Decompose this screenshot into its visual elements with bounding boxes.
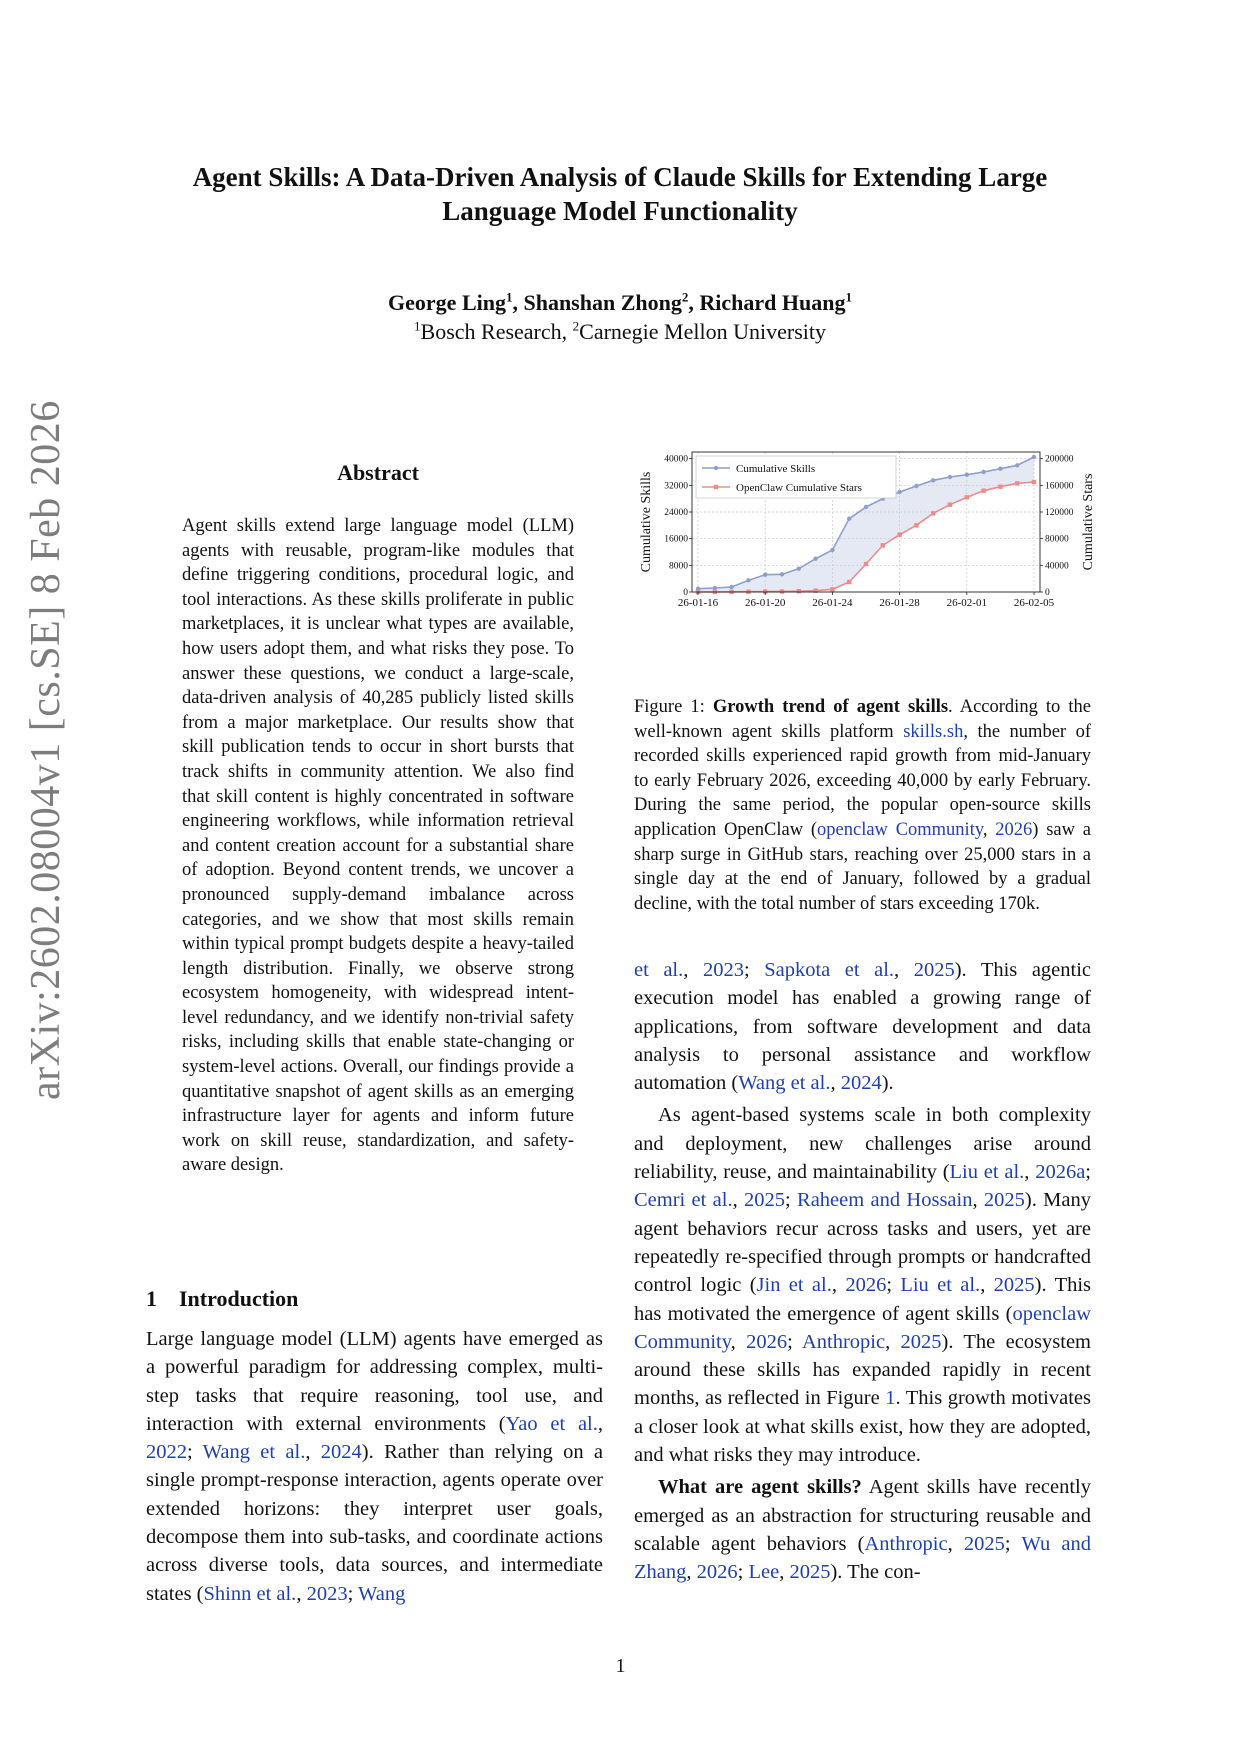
abstract-heading: Abstract bbox=[337, 460, 419, 485]
affil-name: Bosch Research bbox=[420, 319, 562, 344]
y-tick-label-left: 40000 bbox=[664, 454, 688, 465]
data-point bbox=[847, 580, 851, 584]
affil-sup: 1 bbox=[414, 318, 421, 334]
data-point bbox=[847, 516, 851, 520]
data-point bbox=[864, 505, 868, 509]
data-point bbox=[897, 532, 901, 536]
citation-link[interactable]: 2025 bbox=[963, 1532, 1005, 1555]
citation-link[interactable]: Anthropic bbox=[801, 1330, 886, 1353]
citation-link[interactable]: 2025 bbox=[744, 1189, 786, 1212]
intro-column-right bbox=[634, 956, 1091, 1587]
affil-sup: 2 bbox=[572, 318, 580, 334]
citation-link[interactable]: 2025 bbox=[789, 1561, 831, 1584]
text-run: ). This agentic execution model has enabled a growing range of applications, from software development and data analysis to personal assistance and workflow automation ( bbox=[634, 959, 1092, 1095]
text-run: ). Rather than relying on a single prompt-response interaction, agents operate over extended horizons: they interpret user goals, decompose them into sub-tasks, and coordinate actions across diverse tools, data sources, and intermediate states ( bbox=[146, 1441, 603, 1605]
citation-link[interactable]: Wang et al. bbox=[738, 1072, 831, 1095]
data-point bbox=[746, 578, 750, 582]
data-point bbox=[1015, 481, 1019, 485]
data-point bbox=[914, 484, 918, 488]
figure-1 bbox=[630, 448, 1100, 688]
data-point bbox=[998, 484, 1002, 488]
text-run: , bbox=[1024, 1161, 1036, 1184]
y-tick-label-left: 32000 bbox=[664, 481, 688, 492]
citation-link[interactable]: Wang et al. bbox=[202, 1441, 306, 1464]
intro-paragraph-1-continued bbox=[634, 956, 1091, 1097]
text-run: ). bbox=[881, 1072, 894, 1095]
text-run: ). Many agent behaviors recur across tasks and users, yet are repeatedly re-specified through prompts or handcrafted control logic ( bbox=[634, 1189, 1091, 1297]
text-run: , bbox=[779, 1561, 790, 1584]
citation-link[interactable]: openclaw Community bbox=[817, 819, 983, 840]
citation-link[interactable]: 2026 bbox=[746, 1330, 788, 1353]
intro-paragraph-2 bbox=[634, 1101, 1091, 1469]
text-run: , the number of recorded skills experienced rapid growth from mid-January to early February 2026, exceeding 40,000 by early February. During the same period, the popular open-source skills application OpenClaw ( bbox=[634, 721, 1091, 840]
figure-1-caption bbox=[634, 695, 1091, 916]
citation-link[interactable]: Sapkota et al. bbox=[764, 959, 895, 981]
author-2 bbox=[523, 290, 688, 315]
citation-link[interactable]: Liu et al. bbox=[949, 1161, 1025, 1184]
x-tick-label: 26-01-28 bbox=[879, 597, 920, 609]
text-run: , bbox=[894, 959, 914, 981]
data-point bbox=[881, 543, 885, 547]
data-point bbox=[864, 562, 868, 566]
data-point bbox=[797, 589, 801, 593]
section-title: Introduction bbox=[179, 1286, 299, 1311]
text-run: Large language model (LLM) agents have emerged as a powerful paradigm for addressing complex, multi-step tasks that require reasoning, tool use, and interaction with external environments ( bbox=[146, 1328, 603, 1435]
citation-link[interactable]: Jin et al. bbox=[756, 1274, 832, 1297]
text-run: , bbox=[885, 1330, 901, 1353]
citation-link[interactable]: Raheem and Hossain bbox=[797, 1189, 973, 1212]
bold-text: What are agent skills? bbox=[658, 1476, 862, 1499]
text-run: , bbox=[947, 1532, 964, 1555]
text-run: ) saw a sharp surge in GitHub stars, reaching over 25,000 stars in a single day at the end of January, followed by a gradual decline, with the total number of stars exceeding 170k. bbox=[634, 819, 1091, 914]
intro-paragraph-3 bbox=[634, 1473, 1091, 1586]
y-tick-label-left: 24000 bbox=[664, 508, 688, 518]
x-tick-label: 26-01-20 bbox=[745, 597, 786, 609]
data-point bbox=[1015, 463, 1019, 467]
author-3 bbox=[699, 290, 852, 315]
y-tick-label-right: 0 bbox=[1045, 588, 1050, 598]
legend-label: Cumulative Skills bbox=[736, 463, 816, 475]
text-run: ; bbox=[886, 1274, 901, 1297]
text-run: ). The con- bbox=[830, 1561, 921, 1584]
citation-link[interactable]: Lee bbox=[748, 1561, 780, 1584]
y-axis-label-right: Cumulative Stars bbox=[1081, 473, 1096, 571]
citation-link[interactable]: openclaw Community bbox=[634, 1302, 1091, 1353]
title-line-1: Agent Skills: A Data-Driven Analysis of Claude Skills for Extending Large bbox=[192, 162, 1048, 192]
text-run: , bbox=[982, 819, 996, 840]
data-point bbox=[763, 572, 767, 576]
affiliations: $^1$Bosch Research, $^2$Carnegie Mellon University bbox=[414, 318, 826, 344]
text-run: . This growth motivates a closer look at what skills exist, how they are adopted, and what risks they may introduce. bbox=[634, 1387, 1091, 1467]
y-tick-label-right: 40000 bbox=[1045, 561, 1069, 572]
text-run: ). This has motivated the emergence of agent skills ( bbox=[634, 1274, 1092, 1325]
citation-link[interactable]: Wang bbox=[358, 1582, 406, 1605]
text-run: Agent skills have recently emerged as an abstraction for structuring reusable and scalable agent behaviors ( bbox=[634, 1476, 1091, 1555]
data-point bbox=[948, 502, 952, 506]
growth-chart bbox=[630, 448, 1100, 688]
text-run: ; bbox=[347, 1582, 359, 1605]
page-number: 1 bbox=[615, 1655, 626, 1677]
text-run: , bbox=[686, 1561, 697, 1584]
x-tick-label: 26-01-24 bbox=[812, 597, 853, 609]
text-run: , bbox=[305, 1441, 321, 1464]
author-sup: 1 bbox=[845, 289, 852, 305]
data-point bbox=[830, 587, 834, 591]
paper-title bbox=[130, 160, 1110, 228]
data-point bbox=[813, 556, 817, 560]
intro-paragraph-1 bbox=[146, 1325, 603, 1608]
bold-text: Growth trend of agent skills bbox=[712, 697, 949, 717]
citation-link[interactable]: 2022 bbox=[146, 1441, 187, 1464]
author-sup: 1 bbox=[505, 289, 513, 305]
citation-link[interactable]: Shinn et al. bbox=[203, 1582, 297, 1605]
citation-link[interactable]: 2026 bbox=[995, 819, 1033, 840]
text-run: ; bbox=[1004, 1532, 1022, 1555]
y-tick-label-left: 16000 bbox=[664, 534, 688, 545]
x-tick-label: 26-02-01 bbox=[946, 597, 987, 609]
data-point bbox=[981, 470, 985, 474]
data-point bbox=[713, 586, 717, 590]
citation-link[interactable]: et al. bbox=[634, 959, 684, 981]
citation-link[interactable]: skills.sh bbox=[903, 721, 964, 742]
abstract-body: Agent skills extend large language model (LLM) agents with reusable, program-like modules that define triggering conditions, procedural logic, and tool interactions. As these skills proliferate in public marketplaces, it is unclear what types are available, how users adopt them, and what risks they pose. To answer these questions, we conduct a large-scale, data-driven analysis of 40,285 publicly listed skills from a major marketplace. Our results show that skill publication tends to occur in short bursts that track shifts in community attention. We also find that skill content is highly concentrated in software engineering workflows, while information retrieval and content creation account for a substantial share of adoption. Beyond content trends, we uncover a pronounced supply-demand imbalance across categories, and we show that most skills remain within typical prompt budgets despite a heavy-tailed length distribution. Finally, we observe strong ecosystem homogeneity, with widespread intent-level redundancy, and we identify non-trivial safety risks, including skills that enable state-changing or system-level actions. Overall, our findings provide a quantitative snapshot of agent skills as an emerging infrastructure layer for agents and inform future work on skill reuse, standardization, and safety-aware design. bbox=[182, 516, 574, 1176]
citation-link[interactable]: 2024 bbox=[840, 1072, 882, 1095]
text-run: , bbox=[972, 1189, 984, 1212]
data-point bbox=[998, 466, 1002, 470]
y-axis-label-left: Cumulative Skills bbox=[639, 471, 654, 573]
legend-label: OpenClaw Cumulative Stars bbox=[736, 482, 862, 494]
author-name: George Ling bbox=[388, 290, 506, 315]
affil-name: Carnegie Mellon University bbox=[579, 319, 826, 344]
text-run: ; bbox=[737, 1561, 749, 1584]
y-tick-label-left: 8000 bbox=[669, 561, 688, 572]
citation-link[interactable]: 2025 bbox=[983, 1189, 1025, 1212]
intro-column-left bbox=[146, 1325, 603, 1608]
citation-link[interactable]: 2026 bbox=[696, 1561, 738, 1584]
citation-link[interactable]: Liu et al. bbox=[900, 1274, 981, 1297]
x-tick-label: 26-02-05 bbox=[1013, 597, 1055, 609]
y-tick-label-right: 80000 bbox=[1045, 534, 1069, 545]
data-point bbox=[729, 585, 733, 589]
text-run: , bbox=[597, 1412, 603, 1435]
y-tick-label-right: 160000 bbox=[1045, 481, 1074, 492]
data-point bbox=[780, 572, 784, 576]
data-point bbox=[1032, 480, 1036, 484]
text-run: , bbox=[830, 1072, 841, 1095]
text-run: ; bbox=[1085, 1161, 1091, 1184]
text-run: Figure 1: bbox=[634, 697, 713, 717]
citation-link[interactable]: Anthropic bbox=[864, 1532, 948, 1555]
data-point bbox=[797, 566, 801, 570]
text-run: As agent-based systems scale in both complexity and deployment, new challenges arise around reliability, reuse, and maintainability ( bbox=[634, 1104, 1091, 1184]
data-point bbox=[965, 495, 969, 499]
arxiv-watermark: arXiv:2602.08004v1 [cs.SE] 8 Feb 2026 bbox=[23, 400, 69, 1100]
author-list: George Ling$^1$, Shanshan Zhong$^2$, Richard Huang$^1$ bbox=[388, 289, 852, 315]
citation-link[interactable]: 2023 bbox=[306, 1582, 348, 1605]
citation-link[interactable]: Yao et al. bbox=[505, 1412, 598, 1435]
data-point bbox=[948, 475, 952, 479]
citation-link[interactable]: 2025 bbox=[900, 1330, 942, 1353]
citation-link[interactable]: 1 bbox=[885, 1387, 896, 1410]
citation-link[interactable]: Wu and Zhang bbox=[634, 1532, 1091, 1584]
author-name: Richard Huang bbox=[699, 290, 846, 315]
text-run: , bbox=[683, 959, 703, 981]
data-point bbox=[981, 488, 985, 492]
text-run: ; bbox=[187, 1441, 203, 1464]
text-run: ; bbox=[743, 959, 765, 981]
title-line-2: Language Model Functionality bbox=[442, 196, 798, 226]
citation-link[interactable]: 2025 bbox=[993, 1274, 1035, 1297]
citation-link[interactable]: 2026a bbox=[1035, 1161, 1086, 1184]
data-point bbox=[914, 523, 918, 527]
text-run: . According to the well-known agent skills platform bbox=[634, 697, 1091, 742]
text-run: , bbox=[732, 1189, 745, 1212]
legend-swatch-marker bbox=[714, 485, 718, 489]
text-run: , bbox=[296, 1582, 307, 1605]
text-run: ; bbox=[785, 1189, 798, 1212]
citation-link[interactable]: 2023 bbox=[702, 959, 744, 981]
author-sup: 2 bbox=[681, 289, 689, 305]
data-point bbox=[1032, 455, 1036, 459]
section-heading-introduction bbox=[146, 1286, 298, 1312]
text-run: , bbox=[980, 1274, 994, 1297]
text-run: ). The ecosystem around these skills has expanded rapidly in recent months, as reflected in Figure bbox=[634, 1330, 1091, 1410]
y-tick-label-left: 0 bbox=[683, 588, 688, 598]
citation-link[interactable]: 2026 bbox=[845, 1274, 887, 1297]
y-tick-label-right: 120000 bbox=[1045, 508, 1074, 518]
author-1 bbox=[388, 290, 512, 315]
y-tick-label-right: 200000 bbox=[1045, 454, 1074, 465]
data-point bbox=[931, 478, 935, 482]
citation-link[interactable]: 2024 bbox=[320, 1441, 362, 1464]
citation-link[interactable]: 2025 bbox=[913, 959, 955, 981]
data-point bbox=[830, 548, 834, 552]
text-run: , bbox=[730, 1330, 747, 1353]
author-name: Shanshan Zhong bbox=[523, 290, 682, 315]
x-tick-label: 26-01-16 bbox=[677, 597, 719, 609]
data-point bbox=[897, 490, 901, 494]
data-point bbox=[931, 511, 935, 515]
data-point bbox=[965, 472, 969, 476]
citation-link[interactable]: Cemri et al. bbox=[634, 1189, 733, 1212]
data-point bbox=[780, 589, 784, 593]
text-run: ; bbox=[787, 1330, 802, 1353]
text-run: , bbox=[831, 1274, 846, 1297]
section-number: 1 bbox=[146, 1286, 157, 1311]
legend-swatch-marker bbox=[714, 466, 718, 470]
